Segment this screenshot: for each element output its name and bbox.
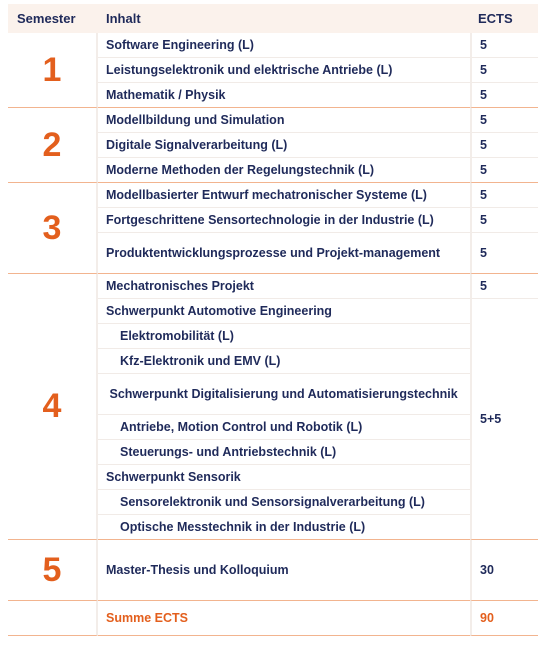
specialization-heading: Schwerpunkt Digitalisierung und Automatisierungstechnik (98, 374, 470, 415)
module-ects: 5 (470, 133, 538, 158)
sum-empty-cell (8, 601, 98, 636)
specialization-heading: Schwerpunkt Automotive Engineering (98, 299, 470, 324)
table-row (8, 274, 538, 299)
sum-row (8, 601, 538, 636)
module-name: Optische Messtechnik in der Industrie (L) (98, 515, 470, 540)
module-name: Antriebe, Motion Control und Robotik (L) (98, 415, 470, 440)
module-ects: 5 (470, 58, 538, 83)
module-name: Leistungselektronik und elektrische Antriebe (L) (98, 58, 470, 83)
header-semester: Semester (8, 4, 98, 33)
module-name: Produktentwicklungsprozesse und Projekt-management (98, 233, 470, 274)
module-name: Master-Thesis und Kolloquium (98, 540, 470, 601)
header-inhalt: Inhalt (98, 4, 470, 33)
module-name: Mathematik / Physik (98, 83, 470, 108)
specialization-heading: Schwerpunkt Sensorik (98, 465, 470, 490)
table-row (8, 33, 538, 58)
module-ects: 5 (470, 233, 538, 274)
module-name: Modellbasierter Entwurf mechatronischer Systeme (L) (98, 183, 470, 208)
sum-value: 90 (470, 601, 538, 636)
module-name: Kfz-Elektronik und EMV (L) (98, 349, 470, 374)
module-name: Elektromobilität (L) (98, 324, 470, 349)
module-name: Software Engineering (L) (98, 33, 470, 58)
semester-number-5: 5 (8, 540, 98, 601)
module-ects: 5 (470, 33, 538, 58)
module-ects: 5 (470, 183, 538, 208)
module-name: Sensorelektronik und Sensorsignalverarbeitung (L) (98, 490, 470, 515)
ects-table (8, 4, 538, 636)
module-name: Mechatronisches Projekt (98, 274, 470, 299)
module-ects: 5 (470, 208, 538, 233)
module-ects: 5 (470, 108, 538, 133)
module-name: Moderne Methoden der Regelungstechnik (L) (98, 158, 470, 183)
table-row (8, 183, 538, 208)
module-name: Steuerungs- und Antriebstechnik (L) (98, 440, 470, 465)
module-name: Fortgeschrittene Sensortechnologie in der Industrie (L) (98, 208, 470, 233)
table-row (8, 108, 538, 133)
semester-number-4: 4 (8, 274, 98, 540)
semester-number-3: 3 (8, 183, 98, 274)
module-ects: 30 (470, 540, 538, 601)
module-name: Modellbildung und Simulation (98, 108, 470, 133)
specialization-ects: 5+5 (470, 299, 538, 540)
header-ects: ECTS (470, 4, 538, 33)
table-header-row (8, 4, 538, 33)
table-row (8, 540, 538, 601)
ects-table-wrapper (8, 4, 538, 636)
module-ects: 5 (470, 83, 538, 108)
semester-number-1: 1 (8, 33, 98, 108)
semester-number-2: 2 (8, 108, 98, 183)
module-ects: 5 (470, 158, 538, 183)
module-name: Digitale Signalverarbeitung (L) (98, 133, 470, 158)
module-ects: 5 (470, 274, 538, 299)
sum-label: Summe ECTS (98, 601, 470, 636)
